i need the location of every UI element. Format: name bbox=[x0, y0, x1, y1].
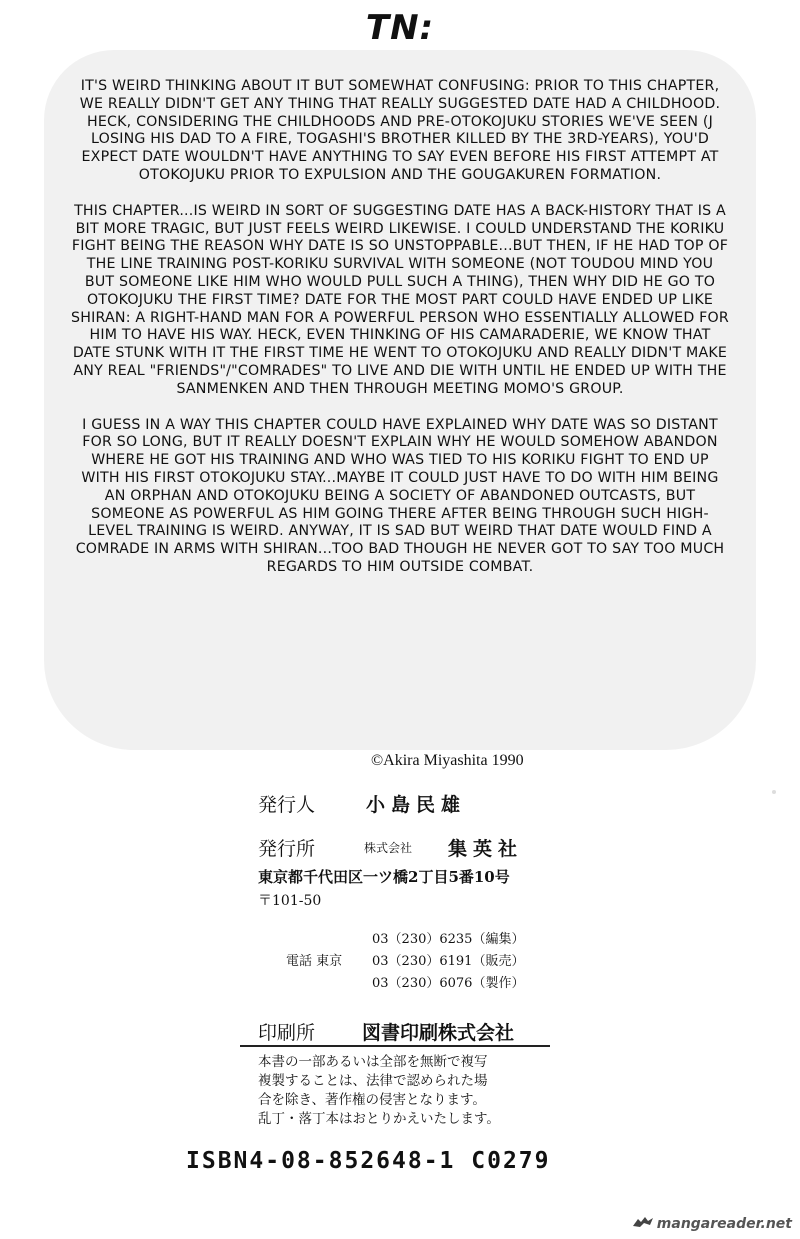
company-prefix: 株式会社 bbox=[364, 841, 413, 855]
notice-line: 複製することは、法律で認められた場 bbox=[258, 1073, 488, 1089]
postal-code: 〒101-50 bbox=[258, 893, 322, 909]
translator-note-body bbox=[70, 78, 730, 595]
divider-rule bbox=[240, 1045, 550, 1047]
watermark-text: mangareader.net bbox=[656, 1216, 792, 1232]
tn-paragraph: I GUESS IN A WAY THIS CHAPTER COULD HAVE EXPLAINED WHY DATE WAS SO DISTANT FOR SO LONG, BUT IT REALLY DOESN'T EXPLAIN WHY HE WOULD SOMEHOW ABANDON WHERE HE GOT HIS TRAINING AND WHO WAS TIED TO HIS KORIKU FIGHT TO END UP WITH HIS FIRST OTOKOJUKU STAY...MAYBE IT COULD JUST HAVE TO DO WITH HIM BEING AN ORPHAN AND OTOKOJUKU BEING A SOCIETY OF ABANDONED OUTCASTS, BUT SOMEONE AS POWERFUL AS HIM GOING THERE AFTER BEING THROUGH SUCH HIGH-LEVEL TRAINING IS WEIRD. ANYWAY, IT IS SAD BUT WEIRD THAT DATE WOULD FIND A COMRADE IN ARMS WITH SHIRAN...TOO BAD THOUGH HE NEVER GOT TO SAY TOO MUCH REGARDS TO HIM OUTSIDE COMBAT. bbox=[75, 416, 725, 575]
watermark bbox=[632, 1215, 792, 1233]
notice-line: 乱丁・落丁本はおとりかえいたします。 bbox=[258, 1111, 500, 1127]
phone-production: 03（230）6076（製作） bbox=[372, 976, 525, 991]
phone-label: 電話 東京 bbox=[286, 954, 343, 969]
phone-sales: 03（230）6191（販売） bbox=[372, 954, 525, 969]
dragon-logo-icon bbox=[632, 1215, 654, 1233]
notice-line: 合を除き、著作権の侵害となります。 bbox=[258, 1092, 486, 1108]
publisher-name: 小島民雄 bbox=[366, 794, 467, 816]
translator-note-title: TN: bbox=[365, 8, 435, 48]
copyright-line: ©Akira Miyashita 1990 bbox=[371, 752, 524, 769]
scan-speck bbox=[772, 790, 776, 794]
tn-paragraph: THIS CHAPTER...IS WEIRD IN SORT OF SUGGESTING DATE HAS A BACK-HISTORY THAT IS A BIT MORE TRAGIC, BUT JUST FEELS WEIRD LIKEWISE. I COULD UNDERSTAND THE KORIKU FIGHT BEING THE REASON WHY DATE IS SO UNSTOPPABLE...BUT THEN, IF HE HAD TOP OF THE LINE TRAINING POST-KORIKU SURVIVAL WITH SOMEONE (NOT TOUDOU MIND YOU BUT SOMEONE LIKE HIM WHO WOULD PULL SUCH A THING), THEN WHY DID HE GO TO OTOKOJUKU THE FIRST TIME? DATE FOR THE MOST PART COULD HAVE ENDED UP LIKE SHIRAN: A RIGHT-HAND MAN FOR A POWERFUL PERSON WHO ESSENTIALLY ALLOWED FOR HIM TO HAVE HIS WAY. HECK, EVEN THINKING OF HIS CAMARADERIE, WE KNOW THAT DATE STUNK WITH IT THE FIRST TIME HE WENT TO OTOKOJUKU AND REALLY DIDN'T MAKE ANY REAL "FRIENDS"/"COMRADES" TO LIVE AND DIE WITH UNTIL HE ENDED UP WITH THE SANMENKEN AND THEN THROUGH MEETING MOMO'S GROUP. bbox=[71, 202, 729, 397]
phone-editorial: 03（230）6235（編集） bbox=[372, 932, 525, 947]
tn-paragraph: IT'S WEIRD THINKING ABOUT IT BUT SOMEWHAT CONFUSING: PRIOR TO THIS CHAPTER, WE REALLY DIDN'T GET ANY THING THAT REALLY SUGGESTED DATE HAD A CHILDHOOD. HECK, CONSIDERING THE CHILDHOODS AND PRE-OTOKOJUKU STORIES WE'VE SEEN (J LOSING HIS DAD TO A FIRE, TOGASHI'S BROTHER KILLED BY THE 3RD-YEARS), YOU'D EXPECT DATE WOULDN'T HAVE ANYTHING TO SAY EVEN BEFORE HIS FIRST ATTEMPT AT OTOKOJUKU PRIOR TO EXPULSION AND THE GOUGAKUREN FORMATION. bbox=[79, 78, 721, 183]
copy-notice bbox=[258, 1053, 558, 1129]
office-label: 発行所 bbox=[258, 838, 316, 860]
publisher-label: 発行人 bbox=[258, 794, 316, 816]
isbn-code: ISBN4-08-852648-1 C0279 bbox=[186, 1148, 551, 1174]
publisher-address: 東京都千代田区一ツ橋2丁目5番10号 bbox=[258, 868, 510, 886]
printer-label: 印刷所 bbox=[258, 1022, 316, 1044]
notice-line: 本書の一部あるいは全部を無断で複写 bbox=[258, 1054, 488, 1070]
printer-name: 図書印刷株式会社 bbox=[362, 1022, 515, 1044]
company-name: 集英社 bbox=[448, 838, 524, 860]
